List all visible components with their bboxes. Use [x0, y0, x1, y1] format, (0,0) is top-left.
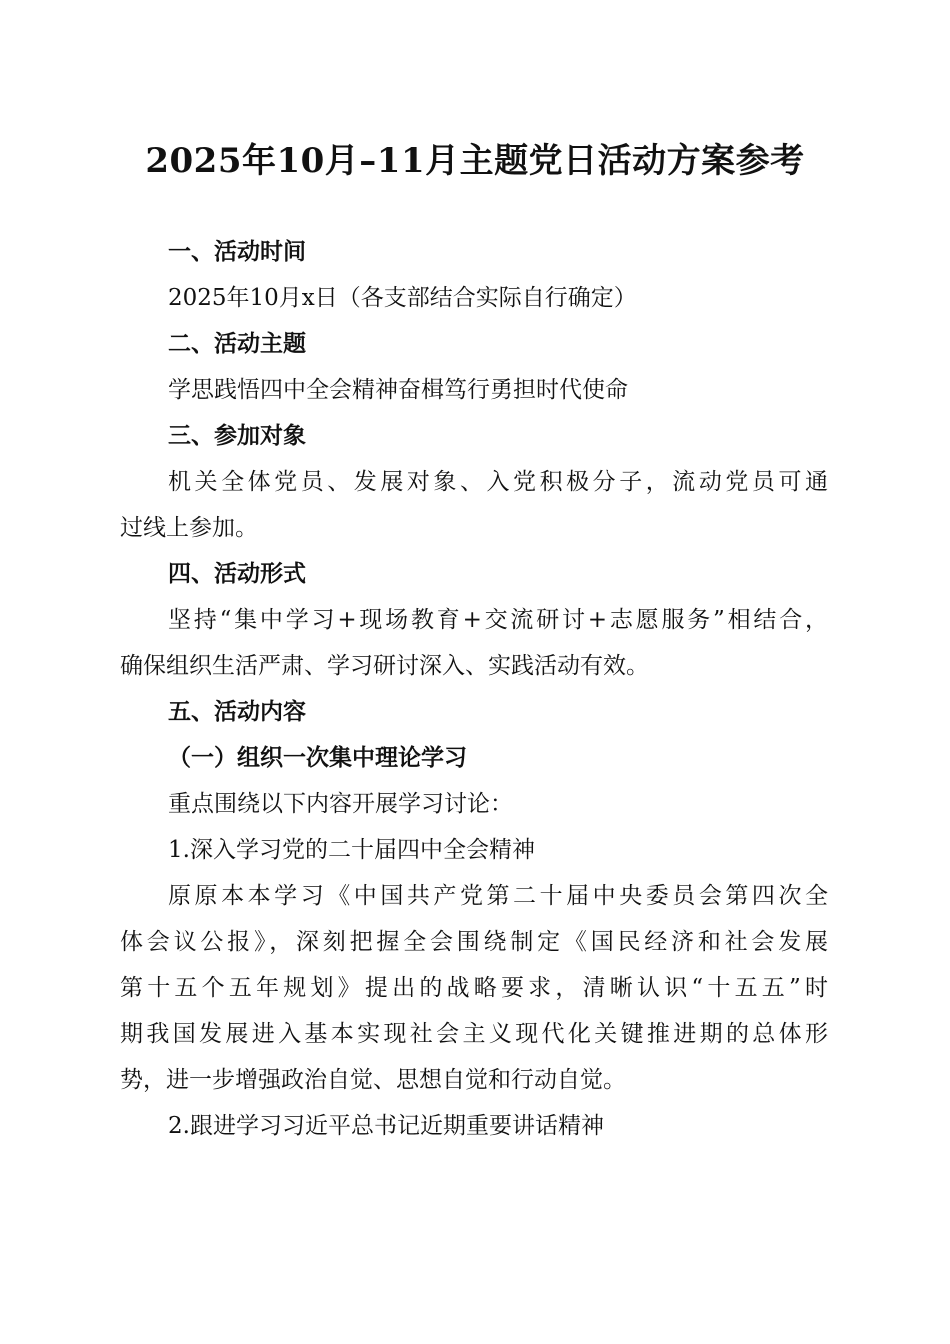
paragraph-line: 重点围绕以下内容开展学习讨论： — [168, 791, 513, 817]
section-heading-participants: 三、参加对象 — [168, 423, 306, 449]
section-heading-time: 一、活动时间 — [168, 239, 306, 265]
paragraph-line: 势，进一步增强政治自觉、思想自觉和行动自觉。 — [120, 1067, 626, 1093]
section-heading-format: 四、活动形式 — [168, 561, 306, 587]
document-body — [120, 229, 828, 1149]
paragraph-line: 期我国发展进入基本实现社会主义现代化关键推进期的总体形 — [120, 1021, 828, 1047]
paragraph-line: 体会议公报》，深刻把握全会围绕制定《国民经济和社会发展 — [120, 929, 828, 955]
paragraph-line: 原原本本学习《中国共产党第二十届中央委员会第四次全 — [168, 883, 828, 909]
paragraph-line: 坚持“集中学习+现场教育+交流研讨+志愿服务”相结合， — [168, 607, 828, 633]
section-heading-theme: 二、活动主题 — [168, 331, 306, 357]
paragraph-line: 第十五个五年规划》提出的战略要求，清晰认识“十五五”时 — [120, 975, 828, 1001]
section-heading-content: 五、活动内容 — [168, 699, 306, 725]
document-title: 2025年10月–11月主题党日活动方案参考 — [145, 141, 805, 181]
paragraph-line: 过线上参加。 — [120, 515, 258, 541]
numbered-item: 1.深入学习党的二十届四中全会精神 — [168, 837, 535, 863]
paragraph-line: 确保组织生活严肃、学习研讨深入、实践活动有效。 — [120, 653, 649, 679]
paragraph-line: 学思践悟四中全会精神奋楫笃行勇担时代使命 — [168, 377, 628, 403]
paragraph-line: 机关全体党员、发展对象、入党积极分子，流动党员可通 — [168, 469, 828, 495]
paragraph-line: 2025年10月x日（各支部结合实际自行确定） — [168, 285, 637, 311]
numbered-item: 2.跟进学习习近平总书记近期重要讲话精神 — [168, 1113, 604, 1139]
subsection-heading: （一）组织一次集中理论学习 — [168, 744, 467, 771]
